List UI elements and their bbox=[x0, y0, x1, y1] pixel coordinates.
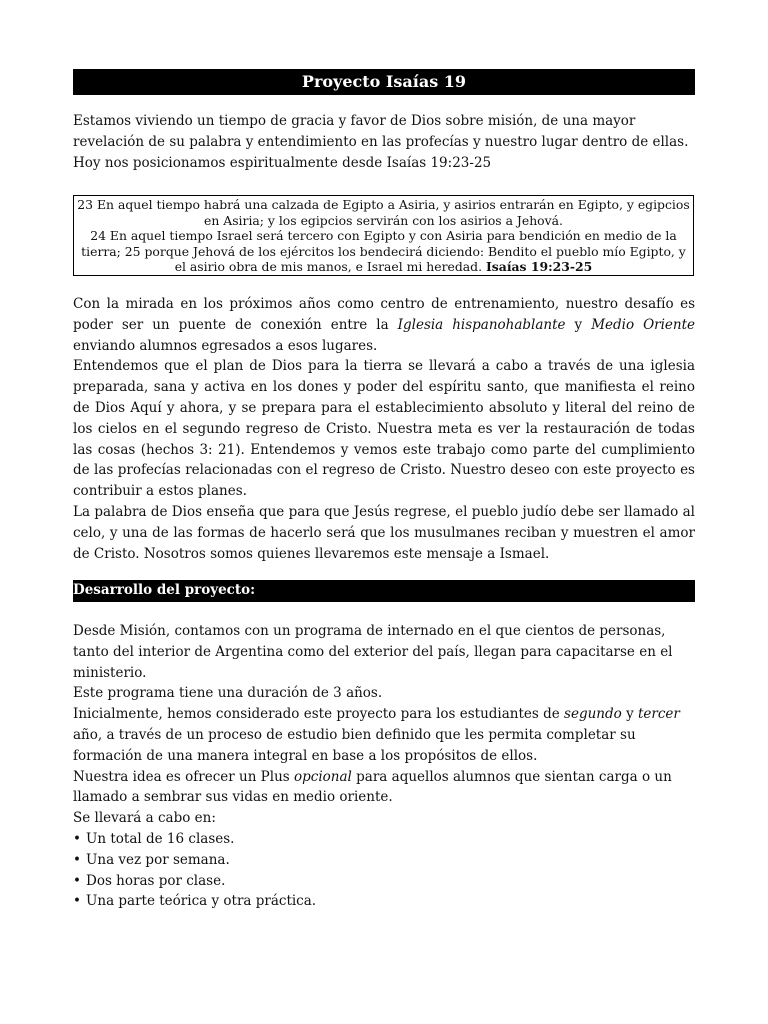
intro-paragraph: Estamos viviendo un tiempo de gracia y favor de Dios sobre misión, de una mayor revelación de su palabra y entendimiento en las profecías y nuestro lugar dentro de ellas. bbox=[73, 113, 689, 150]
dev-p4-text-a: Nuestra idea es ofrecer un Plus bbox=[73, 768, 290, 785]
dev-p4-text-b: para aquellos alumnos que sientan carga o un llamado a sembrar sus vidas en medio oriente. bbox=[73, 768, 672, 806]
list-item bbox=[73, 850, 695, 871]
dev-p3-emphasis-second: segundo bbox=[564, 706, 622, 723]
intro-section bbox=[73, 111, 695, 173]
vision-paragraph-3: La palabra de Dios enseña que para que Jesús regrese, el pueblo judío debe ser llamado al celo, y una de las formas de hacerlo será que los musulmanes reciban y muestren el amor de Cristo. Nosotros somos quienes llevaremos este mensaje a Ismael. bbox=[73, 503, 695, 562]
vision-p1-emphasis-church: Iglesia hispanohablante bbox=[397, 316, 566, 333]
dev-p3-emphasis-third: tercer bbox=[638, 706, 680, 723]
vision-p1-emphasis-middle-east: Medio Oriente bbox=[591, 316, 696, 333]
dev-p3-text-a: Inicialmente, hemos considerado este proyecto para los estudiantes de bbox=[73, 706, 560, 723]
list-item-text: Una parte teórica y otra práctica. bbox=[86, 893, 317, 910]
schedule-list bbox=[73, 829, 695, 912]
section-heading-development: Desarrollo del proyecto: bbox=[73, 580, 695, 602]
development-paragraph-1: Desde Misión, contamos con un programa de internado en el que cientos de personas, tanto del interior de Argentina como del exterior del país, llegan para capacitarse en el ministerio. bbox=[73, 623, 673, 681]
vision-section bbox=[73, 294, 695, 564]
verse-23: 23 En aquel tiempo habrá una calzada de Egipto a Asiria, y asirios entrarán en Egipto, y egipcios en Asiria; y los egipcios servirán con los asirios a Jehová. bbox=[77, 197, 690, 228]
development-paragraph-2: Este programa tiene una duración de 3 años. bbox=[73, 685, 383, 702]
vision-p1-text-c: enviando alumnos egresados a esos lugares. bbox=[73, 337, 378, 354]
verse-reference: Isaías 19:23-25 bbox=[486, 259, 593, 275]
bullet-icon: • bbox=[73, 872, 81, 889]
verse-24-25-text: 24 En aquel tiempo Israel será tercero con Egipto y con Asiria para bendición en medio de la tierra; 25 porque Jehová de los ejércitos los bendecirá diciendo: Bendito el pueblo mío Egipto, y el asirio obra de mis manos, e Israel mi heredad. bbox=[81, 228, 686, 275]
bullet-icon: • bbox=[73, 830, 81, 847]
list-item-text: Un total de 16 clases. bbox=[86, 830, 235, 847]
development-paragraph-3 bbox=[73, 704, 695, 766]
dev-p4-emphasis-optional: opcional bbox=[294, 768, 352, 785]
vision-p1-text-a: Con la mirada en los próximos años como centro de entrenamiento, nuestro desafío es poder ser un puente de conexión entre la bbox=[73, 296, 695, 333]
list-item bbox=[73, 871, 695, 892]
bullet-icon: • bbox=[73, 851, 81, 868]
list-item-text: Una vez por semana. bbox=[86, 851, 230, 868]
list-item bbox=[73, 891, 695, 912]
verse-24-25 bbox=[74, 228, 693, 275]
list-item-text: Dos horas por clase. bbox=[86, 872, 226, 889]
bullet-icon: • bbox=[73, 893, 81, 910]
document-title: Proyecto Isaías 19 bbox=[73, 69, 695, 95]
dev-p3-text-b: y bbox=[626, 706, 634, 723]
list-item bbox=[73, 829, 695, 850]
vision-paragraph-1 bbox=[73, 294, 695, 356]
scripture-quote-box bbox=[73, 195, 694, 276]
intro-reference-line: Hoy nos posicionamos espiritualmente desde Isaías 19:23-25 bbox=[73, 154, 492, 171]
vision-p1-text-b: y bbox=[574, 316, 583, 333]
development-paragraph-4 bbox=[73, 767, 695, 809]
development-paragraph-5: Se llevará a cabo en: bbox=[73, 810, 216, 827]
vision-paragraph-2: Entendemos que el plan de Dios para la tierra se llevará a cabo a través de una iglesia preparada, sana y activa en los dones y poder del espíritu santo, que manifiesta el reino de Dios Aquí y ahora, y se prepara para el establecimiento absoluto y literal del reino de los cielos en el segundo regreso de Cristo. Nuestra meta es ver la restauración de todas las cosas (hechos 3: 21). Entendemos y vemos este trabajo como parte del cumplimiento de las profecías relacionadas con el regreso de Cristo. Nuestro deseo con este proyecto es contribuir a estos planes. bbox=[73, 358, 695, 500]
development-section bbox=[73, 621, 695, 912]
dev-p3-text-c: año, a través de un proceso de estudio bien definido que les permita completar su formación de una manera integral en base a los propósitos de ellos. bbox=[73, 726, 636, 764]
